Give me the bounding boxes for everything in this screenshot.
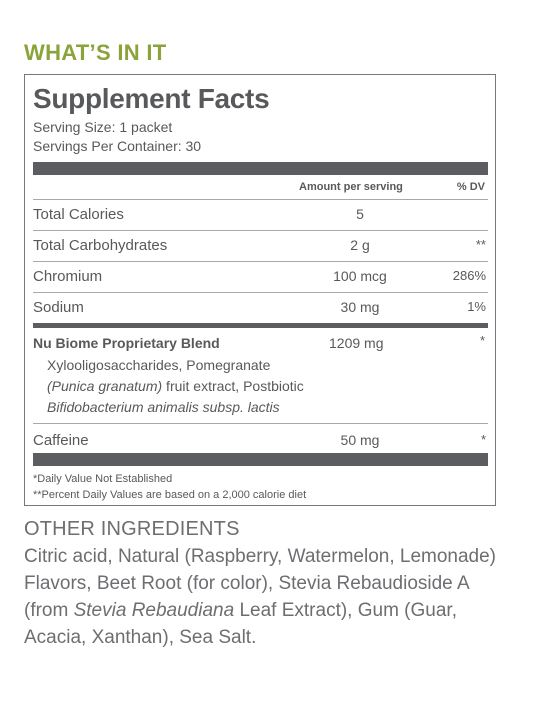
blend-ingredients-text: fruit extract, Postbiotic (162, 378, 304, 394)
footnote-dv-not-established: *Daily Value Not Established (33, 473, 173, 485)
nutrient-amount: 100 mcg (333, 268, 387, 284)
blend-ingredients-line (47, 378, 304, 394)
nutrient-row (33, 200, 488, 231)
nutrient-dv: ** (475, 237, 486, 252)
other-ingredients-line: Citric acid, Natural (Raspberry, Watermelon, Lemonade) (24, 546, 497, 567)
nutrient-row (33, 231, 488, 262)
nutrient-name: Sodium (33, 299, 84, 316)
nutrient-amount: 5 (356, 206, 364, 222)
medium-divider (33, 323, 488, 328)
nutrient-dv: 1% (467, 299, 486, 314)
supplement-facts-panel (24, 74, 496, 506)
other-ingredients-line: Acacia, Xanthan), Sea Salt. (24, 627, 257, 648)
nutrient-row (33, 293, 488, 324)
caffeine-amount: 50 mg (340, 432, 380, 448)
blend-latin-name: (Punica granatum) (47, 378, 163, 394)
caffeine-name: Caffeine (33, 432, 89, 449)
thick-divider-bottom (33, 453, 488, 466)
blend-probiotic-name: Bifidobacterium animalis subsp. lactis (47, 399, 280, 415)
other-ingredients-text: Leaf Extract), Gum (Guar, (234, 600, 457, 621)
other-ingredients-line (24, 600, 457, 622)
nutrient-row (33, 262, 488, 293)
other-ingredients-title: OTHER INGREDIENTS (24, 518, 240, 540)
other-ingredients-text: (from (24, 600, 74, 621)
nutrient-amount: 2 g (350, 237, 370, 253)
stevia-latin-name: Stevia Rebaudiana (73, 600, 235, 621)
nutrient-dv: 286% (452, 268, 486, 283)
blend-divider (33, 423, 488, 424)
thick-divider-top (33, 162, 488, 175)
blend-ingredients-line: Xylooligosaccharides, Pomegranate (47, 357, 271, 373)
facts-title: Supplement Facts (33, 83, 270, 114)
other-ingredients-line: Flavors, Beet Root (for color), Stevia Rebaudioside A (24, 573, 470, 594)
footnote-percent-dv: **Percent Daily Values are based on a 2,000 calorie diet (33, 489, 307, 501)
servings-per-container: Servings Per Container: 30 (33, 138, 202, 154)
blend-amount: 1209 mg (329, 335, 384, 351)
nutrient-amount: 30 mg (340, 299, 380, 315)
caffeine-dv: * (480, 432, 486, 447)
column-header-amount: Amount per serving (299, 181, 403, 193)
blend-name: Nu Biome Proprietary Blend (33, 335, 220, 351)
nutrient-name: Total Calories (33, 206, 124, 223)
section-heading: WHAT’S IN IT (24, 40, 167, 65)
serving-size: Serving Size: 1 packet (33, 119, 173, 135)
column-header-dv: % DV (456, 181, 485, 193)
nutrient-name: Total Carbohydrates (33, 237, 168, 254)
blend-dv: * (479, 333, 485, 348)
nutrient-name: Chromium (33, 268, 103, 285)
